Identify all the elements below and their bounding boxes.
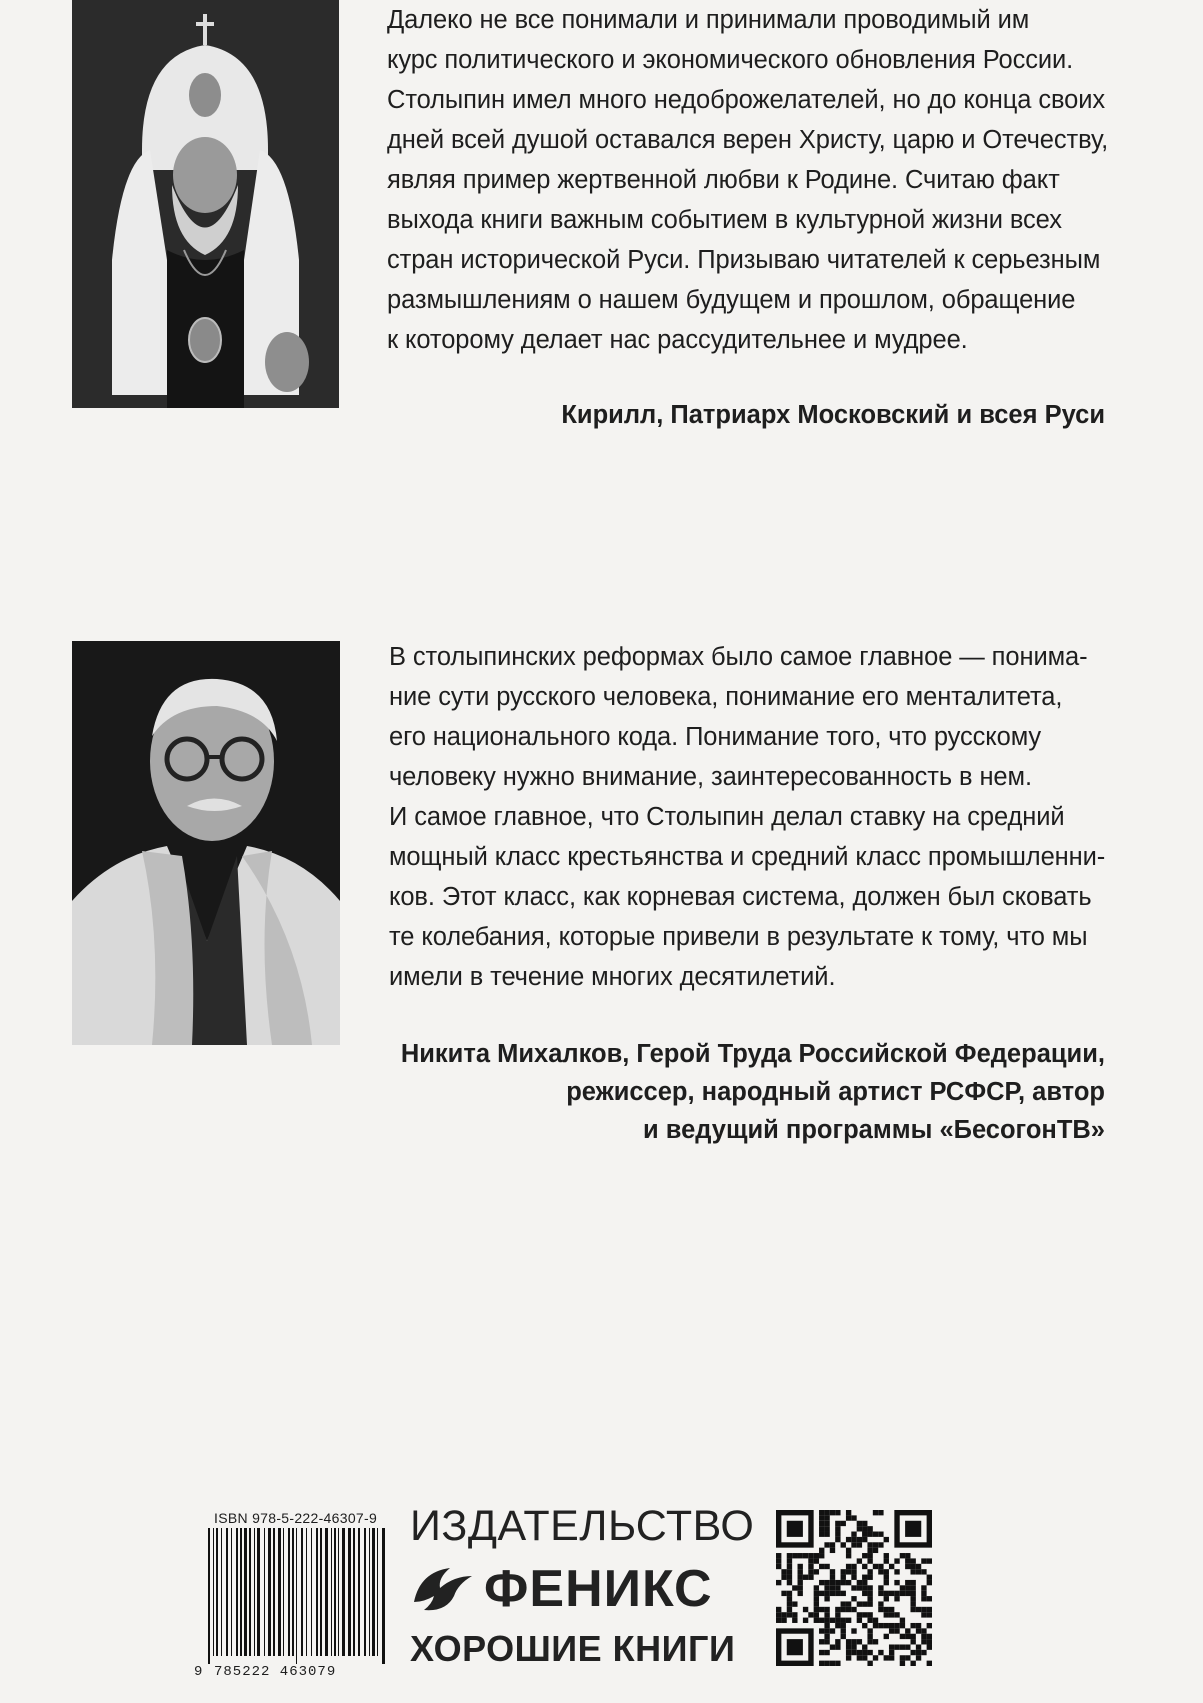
quote-line: те колебания, которые привели в результате к тому, что мы <box>389 923 1088 951</box>
quote-line: являя пример жертвенной любви к Родине. Считаю факт <box>387 166 1060 194</box>
quote-line: ние сути русского человека, понимание его менталитета, <box>389 683 1063 711</box>
quote-line: человеку нужно внимание, заинтересованность в нем. <box>389 763 1032 791</box>
quote-mikhalkov <box>389 637 1109 997</box>
quote-line: И самое главное, что Столыпин делал ставку на средний <box>389 803 1065 831</box>
isbn-barcode <box>188 1510 390 1680</box>
qr-code-icon <box>776 1508 932 1668</box>
quote-line: стран исторической Руси. Призываю читателей к серьезным <box>387 246 1101 274</box>
portrait-photo-patriarch <box>72 0 339 408</box>
quote-line: Далеко не все понимали и принимали проводимый им <box>387 6 1030 34</box>
publisher-logo <box>410 1562 713 1616</box>
quote-patriarch <box>387 0 1107 360</box>
isbn-label: ISBN 978-5-222-46307-9 <box>214 1510 378 1526</box>
quote-line: Столыпин имел много недоброжелателей, но до конца своих <box>387 86 1106 114</box>
barcode-digits: 785222 463079 <box>214 1664 337 1680</box>
quote-line: размышлениям о нашем будущем и прошлом, обращение <box>387 286 1076 314</box>
quote-line: к которому делает нас рассудительнее и мудрее. <box>387 326 968 354</box>
quote-line: мощный класс крестьянства и средний класс промышленни- <box>389 843 1106 871</box>
publisher-slogan: ХОРОШИЕ КНИГИ <box>410 1628 736 1669</box>
publisher-title: ИЗДАТЕЛЬСТВО <box>410 1502 755 1550</box>
barcode-first-digit: 9 <box>194 1664 203 1680</box>
attribution-patriarch: Кирилл, Патриарх Московский и всея Руси <box>561 401 1105 429</box>
attribution-line: Никита Михалков, Герой Труда Российской Федерации, <box>400 1040 1105 1068</box>
phoenix-logo-icon <box>410 1562 476 1616</box>
publisher-name: ФЕНИКС <box>484 1560 713 1618</box>
barcode-icon <box>188 1528 390 1664</box>
quote-line: ков. Этот класс, как корневая система, должен был сковать <box>389 883 1092 911</box>
quote-line: его национального кода. Понимание того, что русскому <box>389 723 1042 751</box>
attribution-line: режиссер, народный артист РСФСР, автор <box>566 1078 1105 1106</box>
quote-line: выхода книги важным событием в культурной жизни всех <box>387 206 1062 234</box>
quote-line: дней всей душой оставался верен Христу, царю и Отечеству, <box>387 126 1109 154</box>
attribution-line: и ведущий программы «БесогонТВ» <box>643 1116 1105 1144</box>
quote-line: курс политического и экономического обновления России. <box>387 46 1074 74</box>
quote-line: имели в течение многих десятилетий. <box>389 963 836 991</box>
portrait-mikhalkov-illustration <box>72 641 340 1045</box>
quote-line: В столыпинских реформах было самое главное — понима- <box>389 643 1088 671</box>
attribution-mikhalkov <box>401 1035 1105 1149</box>
portrait-photo-mikhalkov <box>72 641 340 1045</box>
portrait-patriarch-illustration <box>72 0 339 408</box>
